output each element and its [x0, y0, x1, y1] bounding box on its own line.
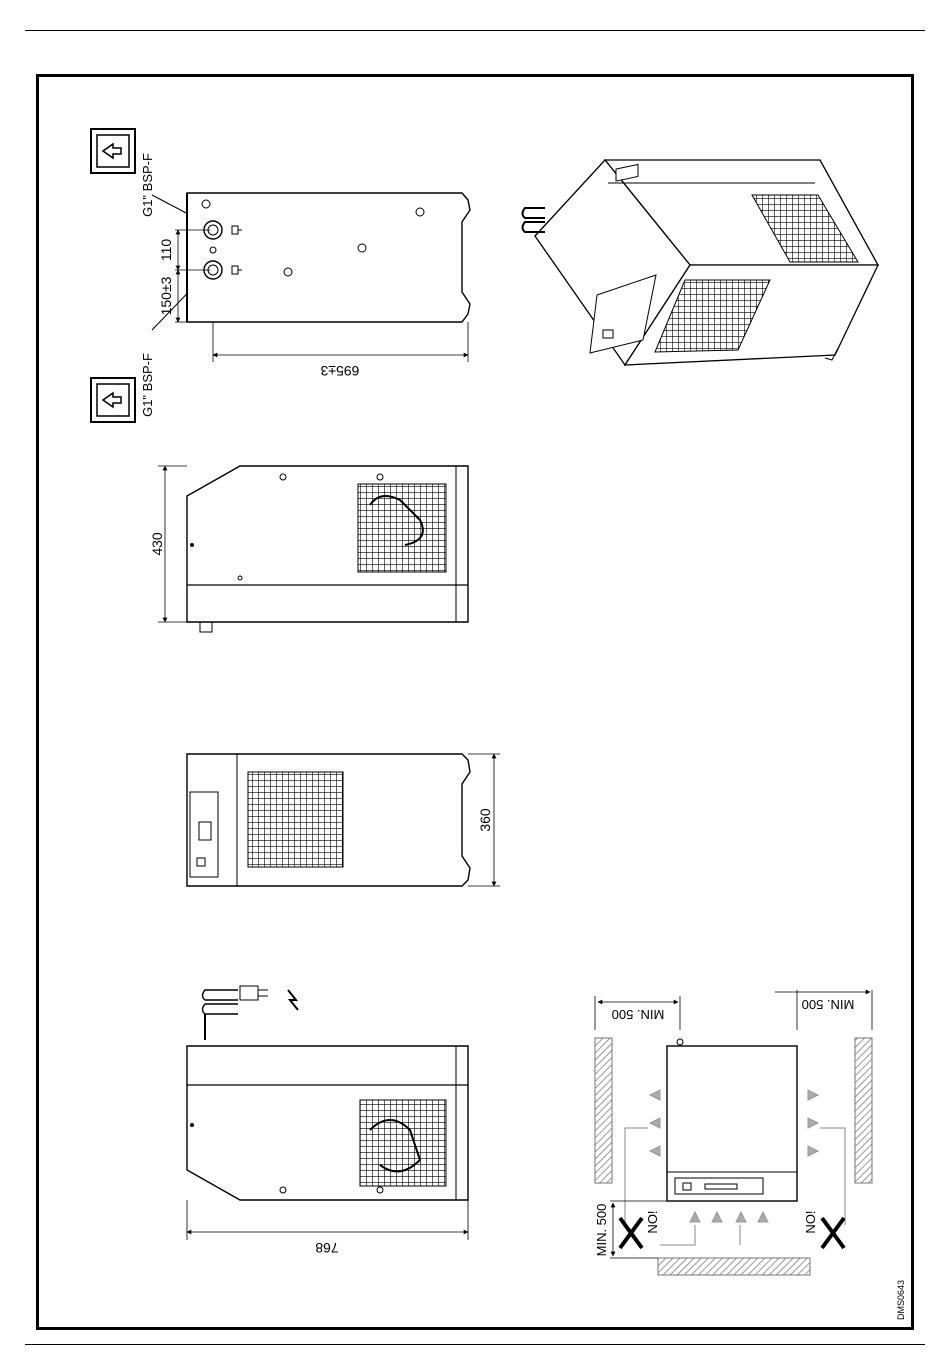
- min-clearance-bottom: MIN. 500: [594, 1203, 609, 1257]
- min-clearance-top-right: MIN. 500: [801, 997, 855, 1012]
- dim-spacing-bottom: 150±3: [158, 276, 174, 316]
- side-view: [149, 466, 468, 632]
- inlet-connection-label: G1" BSP-F: [140, 153, 155, 217]
- clearance-diagram: [594, 990, 872, 1275]
- dim-width: 360: [477, 808, 493, 832]
- power-icon: [288, 990, 298, 1010]
- no-cross-right-icon: [822, 1218, 844, 1248]
- drawing-code: DMS0643: [896, 1279, 906, 1321]
- no-label-right: NO!: [803, 1210, 818, 1234]
- no-label-left: NO!: [645, 1210, 660, 1234]
- min-clearance-top-left: MIN. 500: [611, 1007, 665, 1022]
- outlet-connection-label: G1" BSP-F: [140, 353, 155, 417]
- isometric-view: [523, 160, 879, 365]
- no-cross-left-icon: [620, 1218, 642, 1248]
- dim-spacing-top: 110: [158, 238, 174, 262]
- dim-length: 768: [315, 1240, 339, 1256]
- inlet-icon: [91, 129, 135, 173]
- outlet-icon: [91, 378, 135, 422]
- front-view: [187, 754, 500, 886]
- back-view: [187, 986, 468, 1256]
- dim-height: 430: [149, 532, 165, 556]
- dim-depth-width: 695±3: [320, 363, 360, 379]
- connection-view: [91, 129, 470, 422]
